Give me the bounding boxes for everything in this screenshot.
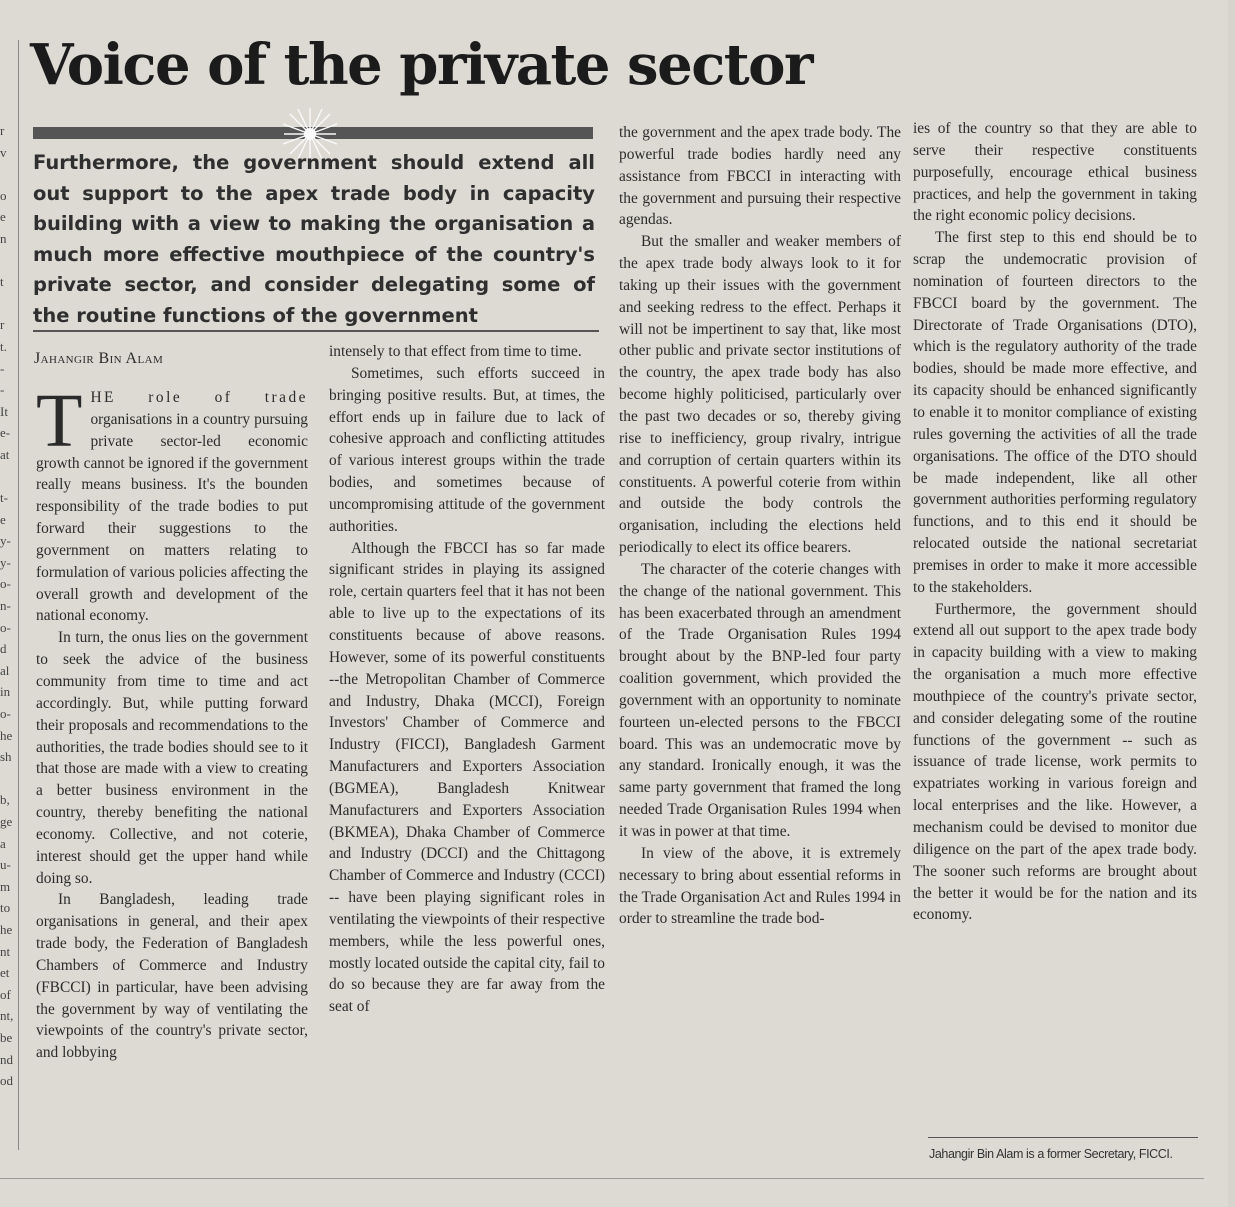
margin-fragment: m [0,878,11,894]
margin-fragment [0,250,14,272]
margin-fragment: nt, [0,1008,14,1024]
headline: Voice of the private sector [30,32,813,98]
drop-cap: T [36,379,83,463]
paragraph: In Bangladesh, leading trade organisations in general, and their apex trade body, the Federation of Bangladesh Chambers of Commerce and Industry (FBCCI) in particular, have been advising the government by way of ventilating the viewpoints of the country's private sector, and lobbying [36,891,308,1062]
paragraph: The character of the coterie changes with the change of the national government. This has been exacerbated through an amendment of the Trade Organisation Rules 1994 brought about by the BNP-led four party coalition government, which provided the government with an opportunity to nominate fourteen un-elected persons to the FBCCI board. This was an undemocratic move by any standard. Ironically enough, it was the same party government that framed the long needed Trade Organisation Rules 1994 when it was in power at that time. [619,560,901,840]
margin-fragment: u- [0,857,11,873]
paragraph: Although the FBCCI has so far made significant strides in playing its assigned role, certain quarters feel that it has not been able to live up to the expectations of its constituents because of above reasons. However, some of its powerful constituents --the Metropolitan Chamber of Commerce and Industry, Dhaka (MCCI), Foreign Investors' Chamber of Commerce and Industry (FICCI), Bangladesh Garment Manufacturers and Exporters Association (BGMEA), Bangladesh Knitwear Manufacturers and Exporters Association (BKMEA), Dhaka Chamber of Commerce and Industry (DCCI) and the Chittagong Chamber of Commerce and Industry (CCCI) -- have been playing significant roles in ventilating the viewpoints of their respective members, while the less powerful ones, mostly located outside the capital city, fail to do so because they are far away from the seat of [329,539,605,1016]
margin-fragment: al [0,662,10,678]
margin-fragment: d [0,641,7,657]
margin-fragment: t. [0,338,7,354]
margin-fragment: o- [0,576,11,592]
paragraph: the government and the apex trade body. The powerful trade bodies hardly need any assistance from FBCCI in interacting with the government and pursuing their respective agendas. [619,124,901,229]
column-2 [329,341,605,1018]
margin-fragment: be [0,1029,13,1045]
margin-fragment: t [0,274,4,290]
margin-fragment: n [0,230,7,246]
paragraph: ies of the country so that they are able to serve their respective constituents purposefully, encourage ethical business practices, and help the government in taking the right economic policy decisions. [913,120,1197,225]
paragraph: Sometimes, such efforts succeed in bringing positive results. But, at times, the effort ends up in failure due to lack of cohesive approach and conflicting attitudes of various interest groups within the trade bodies, and sometimes because of uncompromising attitude of the government authorities. [329,364,605,535]
paragraph: The first step to this end should be to scrap the undemocratic provision of nomination of fourteen directors to the FBCCI board by the government. The Directorate of Trade Organisations (DTO), which is the regulatory authority of the trade bodies, should be made more effective, and its capacity should be enhanced significantly to enable it to monitor compliance of existing rules governing the activities of all the trade organisations. The office of the DTO should be made independent, like all other government authorities performing regulatory functions, and to this end it should be relocated outside the national secretariat premises in order to make it more accessible to the stakeholders. [913,229,1197,596]
paragraph: In view of the above, it is extremely necessary to bring about essential reforms in the Trade Organisation Act and Rules 1994 in order to streamline the trade bod- [619,844,901,928]
margin-fragment [0,768,14,790]
page-bottom-rule [0,1178,1204,1179]
margin-fragment: y- [0,533,11,549]
column-3 [619,122,901,930]
margin-fragment: nt [0,943,11,959]
margin-fragment: t- [0,490,8,506]
lead-text: organisations in a country pursuing private sector-led economic growth cannot be ignored if the government really means business. It's the bounden responsibility of the trade bodies to put forward their suggestions to the government on matters relating to formulation of various policies affecting the overall growth and development of the national economy. [36,410,308,625]
margin-fragment: b, [0,792,10,808]
margin-fragment: od [0,1073,13,1089]
margin-fragment: et [0,965,10,981]
column-1 [36,379,308,1064]
margin-fragment: r [0,123,5,138]
margin-fragment: e- [0,425,11,441]
paragraph: In turn, the onus lies on the government to seek the advice of the business community from time to time and act accordingly. But, while putting forward their proposals and recommendations to the authorities, the trade bodies should see to it that those are made with a view to creating a better business environment in the country, thereby benefiting the national economy. Collective, and not coterie, interest should get the upper hand while doing so. [36,629,308,887]
pull-quote: Furthermore, the government should extend all out support to the apex trade body in capacity building with a view to making the organisation a much more effective mouthpiece of the country's private sector, and consider delegating some of the routine functions of the government [33,151,595,327]
pull-quote-rule [33,330,599,332]
column-divider [18,40,19,1150]
lead-caps: HE role of trade [90,389,308,406]
margin-fragment: in [0,684,11,700]
adjacent-column-fragments [0,120,14,1150]
footnote-rule [928,1137,1198,1138]
paragraph: intensely to that effect from time to time. [329,343,582,360]
margin-fragment: o [0,187,7,203]
margin-fragment: o- [0,619,11,635]
margin-fragment: to [0,900,11,916]
margin-fragment: r [0,317,5,333]
margin-fragment: o- [0,706,11,722]
margin-fragment: It [0,403,8,419]
column-4 [913,118,1197,926]
margin-fragment: a [0,835,6,851]
margin-fragment: nd [0,1051,13,1067]
margin-fragment: v [0,144,7,160]
margin-fragment: he [0,921,13,937]
margin-fragment: - [0,382,5,398]
margin-fragment [0,163,14,185]
lead-paragraph [36,379,308,627]
margin-fragment: of [0,986,11,1002]
margin-fragment: - [0,360,5,376]
margin-fragment: e [0,209,6,225]
margin-fragment [0,293,14,315]
byline: Jahangir Bin Alam [34,350,164,367]
margin-fragment: sh [0,749,12,765]
margin-fragment: at [0,446,10,462]
margin-fragment: ge [0,814,13,829]
paragraph: But the smaller and weaker members of the apex trade body always look to it for taking up their issues with the government and seeking redress to the effect. Perhaps it will not be impertinent to say that, like most other public and private sector institutions of the country, the apex trade body has also become highly politicised, particularly over the past two decades or so, thereby giving rise to inefficiency, group rivalry, intrigue and corruption of certain quarters within its constituents. A powerful coterie from within and outside the body controls the organisation, including the elections held periodically to elect its office bearers. [619,233,901,557]
margin-fragment: e [0,511,6,527]
margin-fragment [0,466,14,488]
author-footnote: Jahangir Bin Alam is a former Secretary, FICCI. [929,1147,1173,1161]
paragraph: Furthermore, the government should extend all out support to the apex trade body in capacity building with a view to making the organisation a much more effective mouthpiece of the country's private sector, and consider delegating some of the routine functions of the government -- such as issuance of trade license, work permits to expatriates working in various foreign and local enterprises and the like. However, a mechanism could be devised to monitor due diligence on the part of the apex trade body. The sooner such reforms are brought about the better it would be for the nation and its economy. [913,600,1197,924]
margin-fragment: he [0,727,13,743]
margin-fragment: n- [0,598,11,614]
margin-fragment: y- [0,554,11,570]
